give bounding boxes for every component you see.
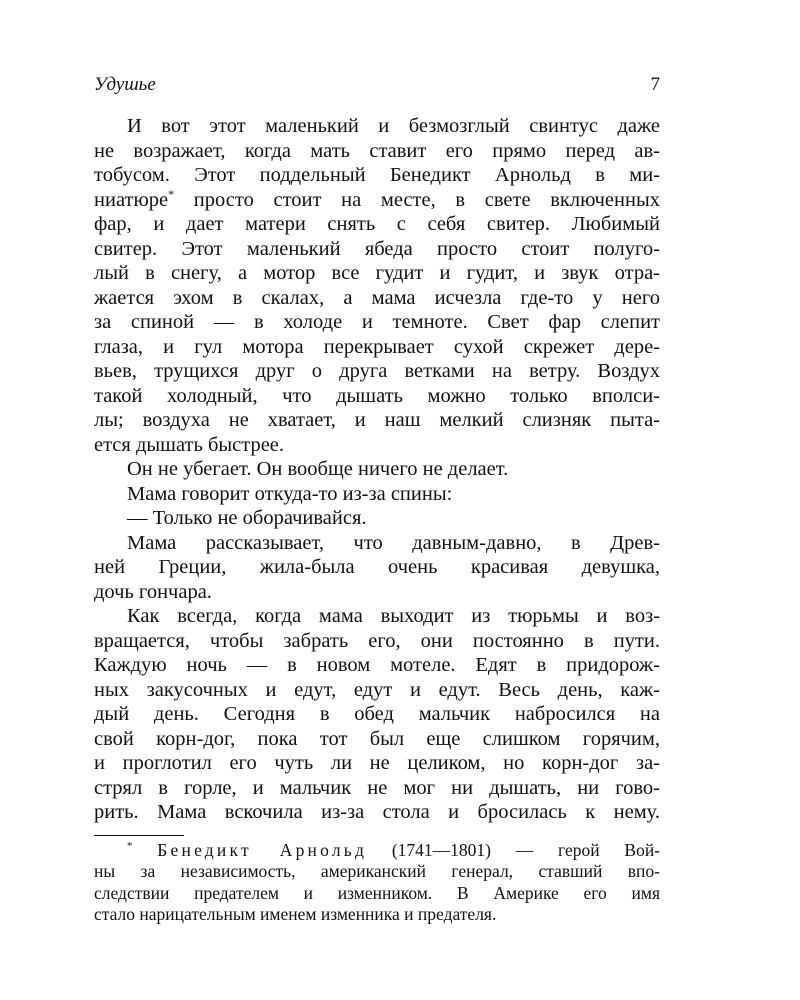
book-page [94,70,660,926]
footnote-line: стало нарицательным именем изменника и предателя. [94,904,497,924]
text-line: жается эхом в скалах, а мама исчезла где-то у него [94,286,660,309]
text-line [94,188,660,213]
footnote-divider [94,835,184,836]
text-line: лы; воздуха не хватает, и наш мелкий слизняк пыта- [94,409,660,431]
text-line: вьев, трущихся друг о друга ветками на ветру. Воздух [94,360,660,382]
footnote-line: ны за независимость, американский генерал, ставший впо- [94,861,660,881]
text-line: — Только не оборачивайся. [127,507,367,529]
text-line: стрял в горле, и мальчик не мог ни дышать, ни гово- [94,776,660,799]
text-line: Мама говорит откуда-то из-за спины: [127,482,453,505]
body-text [94,114,660,825]
text-line: вращается, чтобы забрать его, они постоянно в пути. [94,629,660,652]
running-head [94,70,660,100]
text-line: ных закусочных и едут, едут и едут. Весь день, каж- [94,678,660,701]
footnote-mark: * [127,839,133,852]
text-line: тобусом. Этот поддельный Бенедикт Арнольд в ми- [94,164,660,186]
footnote-text: (1741—1801) — герой Вой- [367,839,661,860]
text-fragment: просто стоит на месте, в свете включенных [174,188,660,211]
text-fragment: ниатюре [94,188,169,211]
text-line: не возражает, когда мать ставит его прямо перед ав- [94,139,660,162]
text-line: свой корн-дог, пока тот был еще слишком горячим, [94,727,660,750]
footnote [94,840,660,926]
text-line: и проглотил его чуть ли не целиком, но корн-дог за- [94,752,660,774]
page-number: 7 [650,74,660,95]
text-line: фар, и дает матери снять с себя свитер. Любимый [94,213,660,235]
text-line: ней Греции, жила-была очень красивая девушка, [94,556,660,578]
text-line: дый день. Сегодня в обед мальчик набросился на [94,703,660,725]
footnote-name: Бенедикт Арнольд [157,839,368,860]
text-line: такой холодный, что дышать можно только вполси- [94,384,660,407]
text-line: дочь гончара. [94,580,212,603]
footnote-line [94,840,660,862]
text-line: за спиной — в холоде и темноте. Свет фар слепит [94,311,660,333]
text-line: Как всегда, когда мама выходит из тюрьмы и воз- [127,605,660,627]
text-line: И вот этот маленький и безмозглый свинтус даже [127,115,660,137]
text-line: глаза, и гул мотора перекрывает сухой скрежет дере- [94,335,660,358]
running-title: Удушье [94,74,156,95]
text-line: рить. Мама вскочила из-за стола и бросилась к нему. [94,801,660,823]
footnote-line: следствии предателем и изменником. В Америке его имя [94,882,660,903]
text-line: Каждую ночь — в новом мотеле. Едят в придорож- [94,654,660,676]
text-line: свитер. Этот маленький ябеда просто стоит полуго- [94,237,660,260]
text-line: лый в снегу, а мотор все гудит и гудит, и звук отра- [94,262,660,284]
text-line: ется дышать быстрее. [94,433,285,456]
text-line: Он не убегает. Он вообще ничего не делает. [127,458,509,480]
footnote-reference-mark: * [168,186,175,201]
text-line: Мама рассказывает, что давным-давно, в Древ- [127,531,660,554]
